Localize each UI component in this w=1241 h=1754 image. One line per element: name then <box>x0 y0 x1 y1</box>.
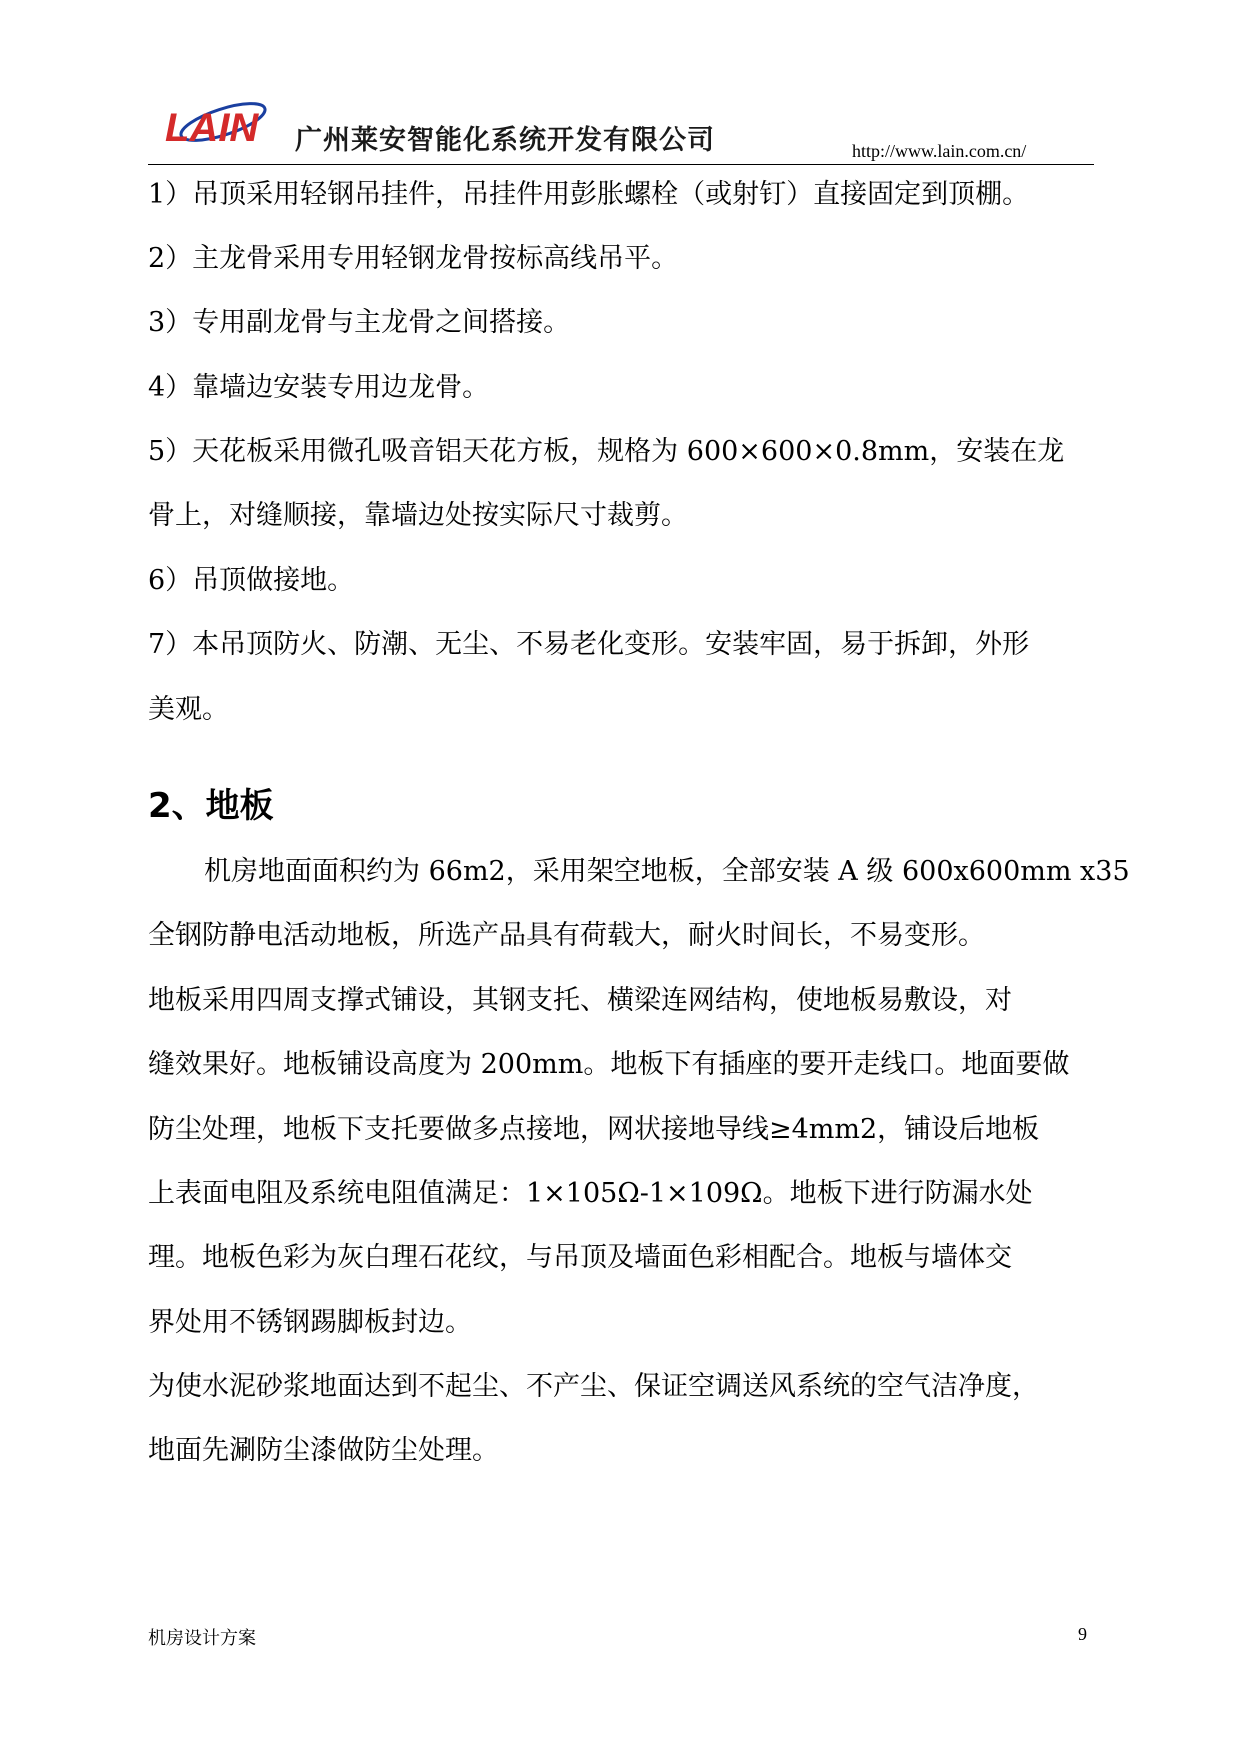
page-number: 9 <box>1078 1624 1087 1644</box>
header-divider <box>148 164 1094 165</box>
footer-doc-title: 机房设计方案 <box>148 1628 256 1649</box>
paragraph-line: 防尘处理，地板下支托要做多点接地，网状接地导线≥4mm2，铺设后地板 <box>148 1114 1040 1145</box>
paragraph-line: 上表面电阻及系统电阻值满足：1×105Ω-1×109Ω。地板下进行防漏水处 <box>148 1178 1033 1209</box>
list-item: 3）专用副龙骨与主龙骨之间搭接。 <box>148 307 571 338</box>
paragraph-line: 机房地面面积约为 66m2，采用架空地板，全部安装 A 级 600x600mm x35 <box>204 856 1130 887</box>
section-heading: 2、地板 <box>148 786 274 826</box>
list-item: 4）靠墙边安装专用边龙骨。 <box>148 372 490 403</box>
list-item: 骨上，对缝顺接，靠墙边处按实际尺寸裁剪。 <box>148 500 688 531</box>
company-url: http://www.lain.com.cn/ <box>852 141 1027 161</box>
paragraph-line: 理。地板色彩为灰白理石花纹，与吊顶及墙面色彩相配合。地板与墙体交 <box>148 1242 1012 1273</box>
paragraph-line: 缝效果好。地板铺设高度为 200mm。地板下有插座的要开走线口。地面要做 <box>148 1049 1070 1080</box>
logo-lettering: LAIN <box>165 106 259 150</box>
list-item: 7）本吊顶防火、防潮、无尘、不易老化变形。安装牢固，易于拆卸，外形 <box>148 629 1030 660</box>
paragraph-line: 界处用不锈钢踢脚板封边。 <box>148 1307 472 1338</box>
list-item: 6）吊顶做接地。 <box>148 565 355 596</box>
list-item: 2）主龙骨采用专用轻钢龙骨按标高线吊平。 <box>148 243 679 274</box>
paragraph-line: 地面先涮防尘漆做防尘处理。 <box>148 1435 499 1466</box>
list-item: 美观。 <box>148 694 229 725</box>
list-item: 5）天花板采用微孔吸音铝天花方板，规格为 600×600×0.8mm，安装在龙 <box>148 436 1065 467</box>
paragraph-line: 地板采用四周支撑式铺设，其钢支托、横梁连网结构，使地板易敷设，对 <box>148 985 1012 1016</box>
paragraph-line: 为使水泥砂浆地面达到不起尘、不产尘、保证空调送风系统的空气洁净度， <box>148 1371 1039 1402</box>
company-name: 广州莱安智能化系统开发有限公司 <box>295 125 715 156</box>
paragraph-line: 全钢防静电活动地板，所选产品具有荷载大，耐火时间长，不易变形。 <box>148 920 985 951</box>
list-item: 1）吊顶采用轻钢吊挂件，吊挂件用彭胀螺栓（或射钉）直接固定到顶棚。 <box>148 179 1030 210</box>
lain-logo <box>163 94 283 156</box>
